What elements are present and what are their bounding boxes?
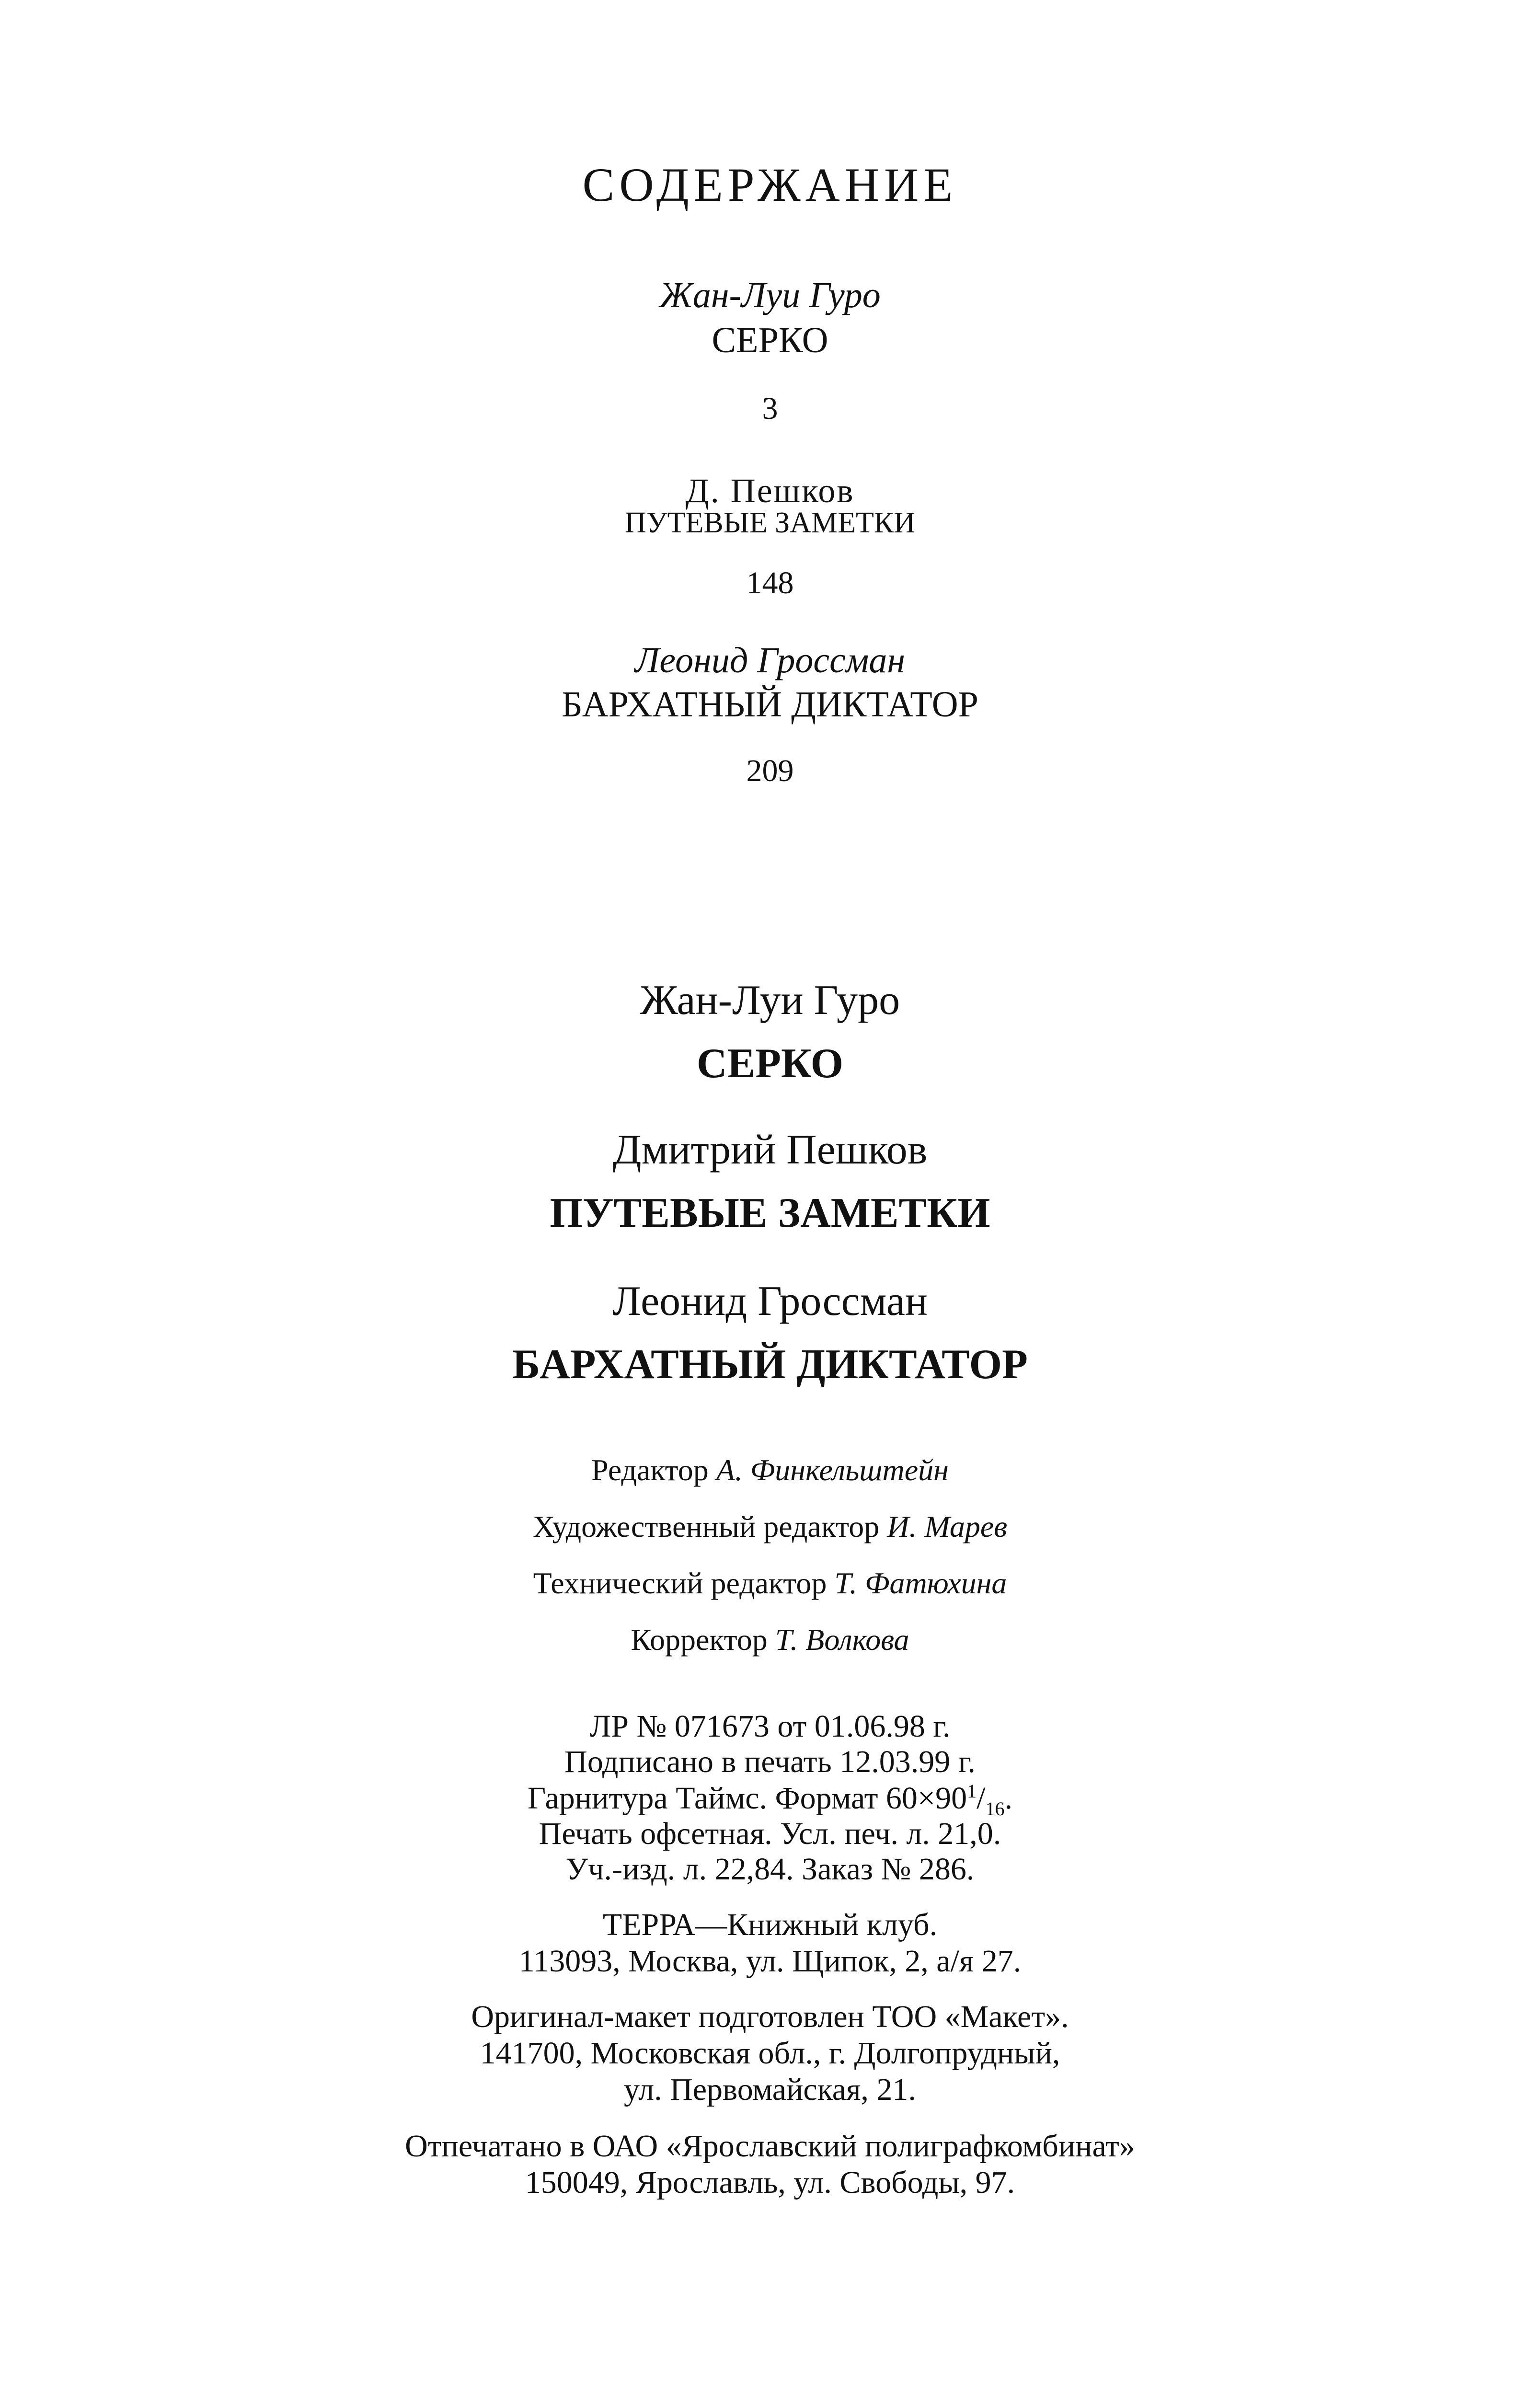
- toc-title: БАРХАТНЫЙ ДИКТАТОР: [562, 684, 978, 725]
- staff-line: [0, 1511, 1540, 1542]
- staff-name: Т. Фатюхина: [834, 1566, 1007, 1600]
- print-line: Печать офсетная. Усл. печ. л. 21,0.: [539, 1816, 1001, 1851]
- staff-line: [0, 1624, 1540, 1655]
- toc-page-number: 209: [746, 753, 794, 788]
- toc-title: СЕРКО: [712, 320, 828, 360]
- format-line: [0, 1782, 1540, 1819]
- credit-author: Жан-Луи Гуро: [640, 977, 900, 1024]
- toc-author: Д. Пешков: [685, 472, 855, 510]
- staff-role: Технический редактор: [533, 1566, 827, 1600]
- credit-author: Леонид Гроссман: [612, 1278, 928, 1325]
- toc-page-number: 148: [746, 565, 794, 600]
- signed-line: Подписано в печать 12.03.99 г.: [564, 1744, 976, 1779]
- format-text: Гарнитура Таймс. Формат 60×90: [527, 1781, 967, 1816]
- credit-title: БАРХАТНЫЙ ДИКТАТОР: [512, 1341, 1028, 1388]
- format-slash: /: [977, 1781, 986, 1816]
- publisher-address: 113093, Москва, ул. Щипок, 2, а/я 27.: [518, 1944, 1022, 1979]
- staff-name: Т. Волкова: [775, 1623, 909, 1657]
- staff-role: Корректор: [631, 1623, 768, 1657]
- staff-name: И. Марев: [887, 1509, 1007, 1544]
- credit-title: ПУТЕВЫЕ ЗАМЕТКИ: [550, 1190, 990, 1236]
- format-superscript: 1: [967, 1780, 977, 1802]
- printer-address: 150049, Ярославль, ул. Свободы, 97.: [525, 2165, 1015, 2200]
- staff-role: Художественный редактор: [533, 1509, 880, 1544]
- staff-line: [0, 1568, 1540, 1599]
- layout-address: ул. Первомайская, 21.: [624, 2072, 916, 2107]
- printed-by: Отпечатано в ОАО «Ярославский полиграфкомбинат»: [405, 2129, 1135, 2164]
- staff-role: Редактор: [591, 1453, 709, 1487]
- toc-title: ПУТЕВЫЕ ЗАМЕТКИ: [624, 507, 916, 539]
- staff-name: А. Финкельштейн: [716, 1453, 949, 1487]
- layout-address: 141700, Московская обл., г. Долгопрудный,: [480, 2036, 1060, 2071]
- format-subscript: 16: [985, 1798, 1005, 1820]
- toc-author: Леонид Гроссман: [634, 640, 906, 680]
- publisher-name: ТЕРРА—Книжный клуб.: [602, 1907, 938, 1942]
- credit-author: Дмитрий Пешков: [612, 1127, 928, 1173]
- license-line: ЛР № 071673 от 01.06.98 г.: [589, 1709, 951, 1744]
- staff-line: [0, 1455, 1540, 1486]
- toc-page-number: 3: [762, 391, 778, 426]
- format-end: .: [1004, 1781, 1012, 1816]
- layout-by: Оригинал-макет подготовлен ТОО «Макет».: [471, 1999, 1069, 2034]
- order-line: Уч.-изд. л. 22,84. Заказ № 286.: [565, 1852, 975, 1887]
- toc-author: Жан-Луи Гуро: [659, 275, 881, 315]
- credit-title: СЕРКО: [696, 1040, 844, 1087]
- contents-heading: СОДЕРЖАНИЕ: [582, 158, 958, 211]
